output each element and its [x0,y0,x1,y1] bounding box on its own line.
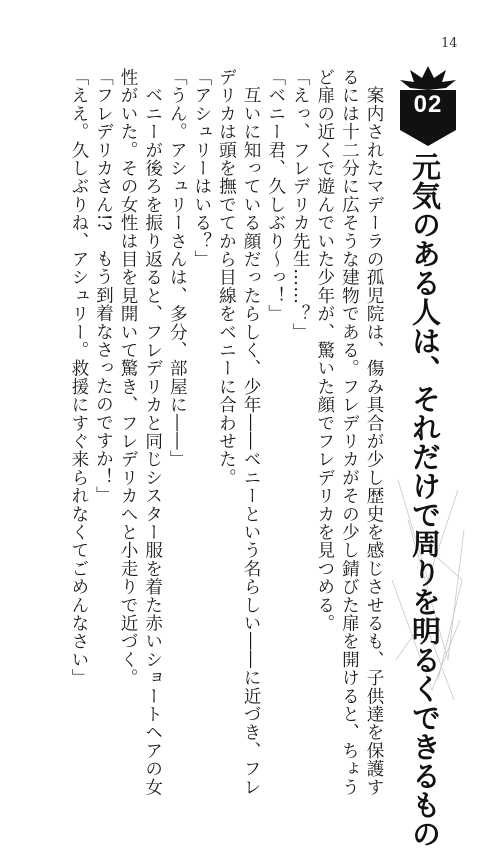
body-line: 「うん。アシュリーさんは、多分、部屋に――」 [167,68,188,469]
body-line: 「ベニー君、久しぶり～っ！」 [265,68,286,323]
page-number: 14 [441,36,458,51]
chapter-title: 元気のある人は、それだけで周りを明るくできるもの [408,152,442,848]
body-line: るには十二分に広そうな建物である。フレデリカがその少し錆びた扉を開けると、ちょう [339,68,360,796]
body-line: 「ええ。久しぶりね、アシュリー。救援にすぐ来られなくてごめんなさい」 [68,68,89,687]
body-line: 性がいた。その女性は目を見開いて驚き、フレデリカへと小走りで近づく。 [118,68,139,687]
body-line: 「えっ、フレデリカ先生……？」 [290,68,311,341]
body-line: デリカは頭を撫でてから目線をベニーに合わせた。 [216,68,237,487]
body-line: 互いに知っている顔だったらしく、少年――ベニーという名らしい――に近づき、フレ [241,68,262,796]
body-line: 「アシュリーはいる？」 [191,68,212,269]
chapter-number: 02 [413,91,443,118]
body-line: ベニーが後ろを振り返ると、フレデリカと同じシスター服を着た赤いショートヘアの女 [142,68,163,796]
body-text [66,68,386,796]
body-line: 「フレデリカさん!? もう到着なさったのですか！」 [93,68,114,505]
body-line: 案内されたマデーラの孤児院は、傷み具合が少し歴史を感じさせるも、子供達を保護す [364,68,384,796]
body-line: ど扉の近くで遊んでいた少年が、驚いた顔でフレデリカを見つめる。 [314,68,335,633]
